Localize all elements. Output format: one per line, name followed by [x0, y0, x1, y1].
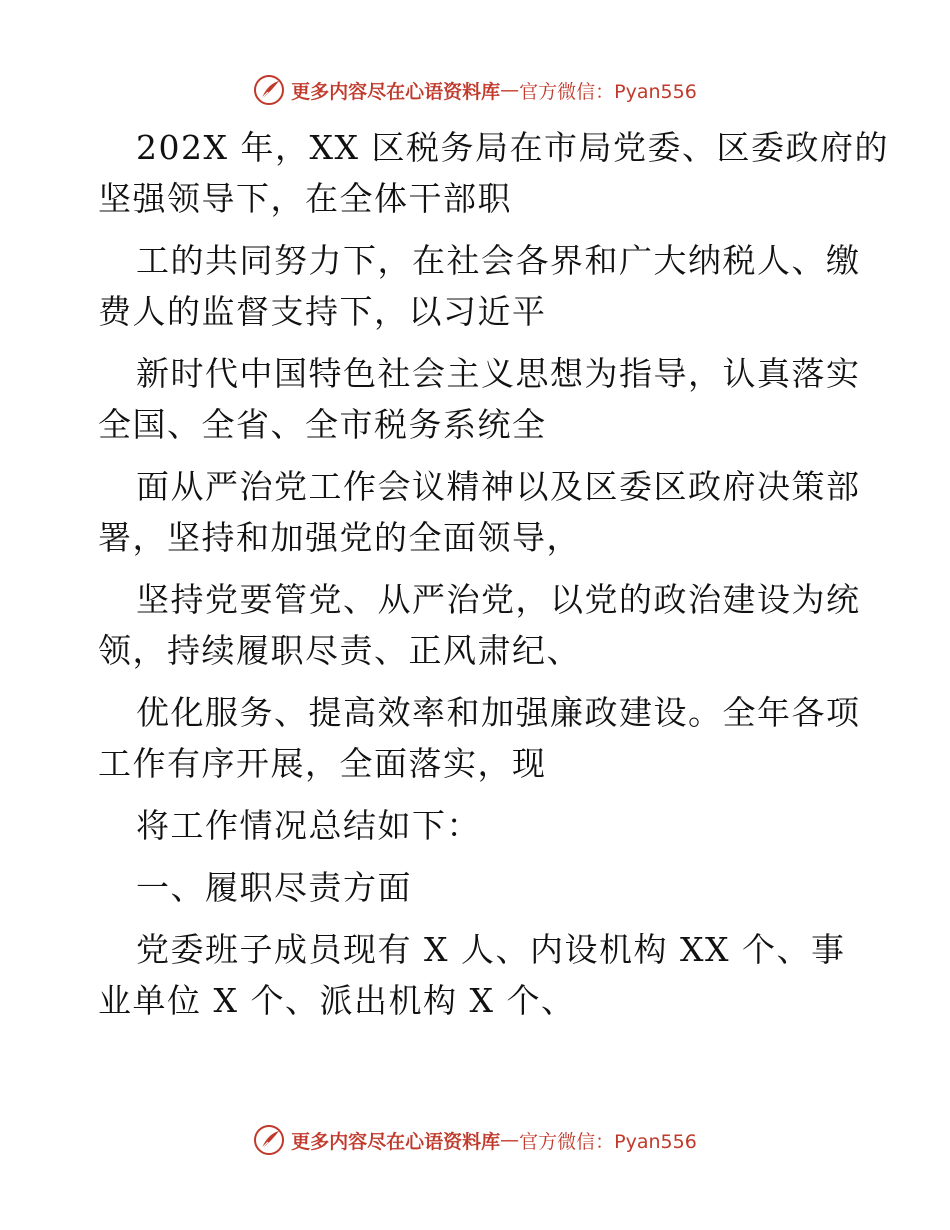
section-heading	[98, 862, 858, 913]
paragraph	[98, 122, 889, 224]
paragraph-line: 面从严治党工作会议精神以及区委区政府决策部	[136, 467, 861, 506]
paragraph	[98, 924, 858, 1026]
paragraph-line: 业单位 X 个、派出机构 X 个、	[98, 981, 576, 1020]
paragraph-line: 坚强领导下，在全体干部职	[98, 179, 512, 218]
watermark-footer	[0, 1122, 950, 1158]
paragraph-line: 工作有序开展，全面落实，现	[98, 744, 547, 783]
paragraph	[98, 348, 861, 450]
paragraph-line: 党委班子成员现有 X 人、内设机构 XX 个、事	[136, 930, 846, 969]
document-body	[98, 122, 889, 1037]
paragraph-line: 工的共同努力下，在社会各界和广大纳税人、缴	[136, 241, 861, 280]
paragraph	[98, 235, 861, 337]
paragraph	[98, 574, 861, 676]
quill-feather-icon	[253, 74, 285, 106]
paragraph-line: 全国、全省、全市税务系统全	[98, 405, 547, 444]
paragraph	[98, 687, 861, 789]
watermark-contact: 官方微信：Pyan556	[519, 1130, 697, 1153]
paragraph-line: 坚持党要管党、从严治党，以党的政治建设为统	[136, 580, 861, 619]
section-heading-text: 一、履职尽责方面	[136, 868, 412, 907]
paragraph-line: 领，持续履职尽责、正风肃纪、	[98, 631, 581, 670]
paragraph-line: 将工作情况总结如下：	[136, 806, 481, 845]
paragraph-line: 优化服务、提高效率和加强廉政建设。全年各项	[136, 693, 861, 732]
paragraph-line: 202X 年，XX 区税务局在市局党委、区委政府的	[136, 128, 889, 167]
paragraph	[98, 800, 858, 851]
watermark-main-text: 更多内容尽在心语资料库	[291, 1130, 501, 1153]
paragraph	[98, 461, 861, 563]
watermark-main-text: 更多内容尽在心语资料库	[291, 80, 501, 103]
watermark-header	[0, 72, 950, 108]
paragraph-line: 署，坚持和加强党的全面领导，	[98, 518, 581, 557]
watermark-contact: 官方微信：Pyan556	[519, 80, 697, 103]
paragraph-line: 费人的监督支持下，以习近平	[98, 292, 547, 331]
paragraph-line: 新时代中国特色社会主义思想为指导，认真落实	[136, 354, 861, 393]
quill-feather-icon	[253, 1124, 285, 1156]
watermark-separator: —	[500, 79, 520, 101]
watermark-separator: —	[500, 1129, 520, 1151]
